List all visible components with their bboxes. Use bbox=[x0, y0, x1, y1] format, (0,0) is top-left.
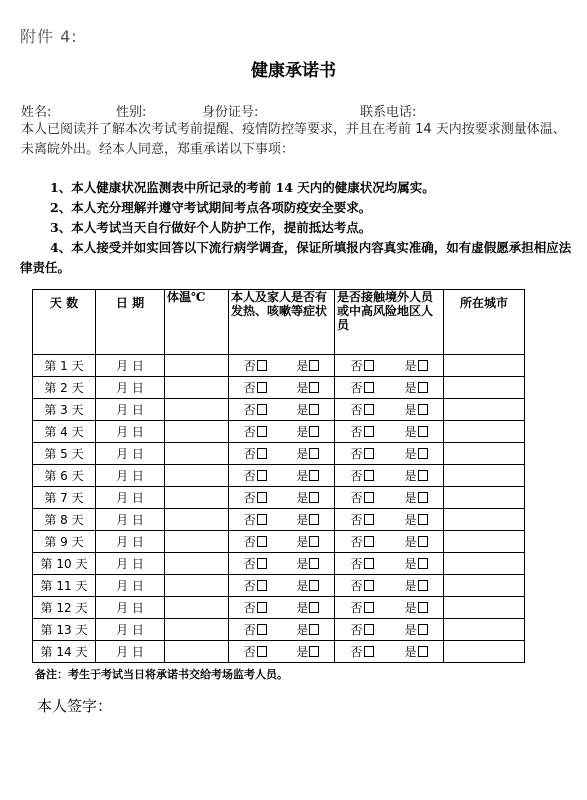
symptoms-yes-label: 是 bbox=[296, 645, 309, 659]
day-cell: 第 13 天 bbox=[33, 619, 96, 641]
symptoms-no-option[interactable] bbox=[229, 621, 282, 638]
date-cell[interactable]: 月 日 bbox=[96, 399, 165, 421]
checkbox-icon[interactable] bbox=[309, 558, 319, 569]
checkbox-icon[interactable] bbox=[257, 602, 267, 613]
day-cell: 第 6 天 bbox=[33, 465, 96, 487]
commitment-item: 4、本人接受并如实回答以下流行病学调查，保证所填报内容真实准确，如有虚假愿承担相应法律责任。 bbox=[20, 240, 572, 275]
table-row bbox=[33, 421, 525, 443]
temperature-cell[interactable] bbox=[165, 377, 229, 399]
symptoms-yes-option[interactable] bbox=[282, 423, 335, 440]
note: 备注：考生于考试当日将承诺书交给考场监考人员。 bbox=[35, 668, 288, 681]
table-row bbox=[33, 399, 525, 421]
symptoms-no-label: 否 bbox=[243, 425, 256, 439]
date-cell[interactable]: 月 日 bbox=[96, 443, 165, 465]
contact-yes-label: 是 bbox=[404, 623, 417, 637]
header-symptoms: 本人及家人是否有发热、咳嗽等症状 bbox=[229, 290, 335, 355]
symptoms-cell bbox=[229, 509, 335, 531]
checkbox-icon[interactable] bbox=[418, 382, 428, 393]
checkbox-icon[interactable] bbox=[364, 382, 374, 393]
contact-no-option[interactable] bbox=[335, 643, 389, 660]
checkbox-icon[interactable] bbox=[309, 492, 319, 503]
contact-yes-option[interactable] bbox=[389, 577, 443, 594]
header-city: 所在城市 bbox=[444, 290, 525, 355]
symptoms-no-label: 否 bbox=[243, 381, 256, 395]
checkbox-icon[interactable] bbox=[309, 404, 319, 415]
checkbox-icon[interactable] bbox=[418, 404, 428, 415]
symptoms-cell bbox=[229, 531, 335, 553]
checkbox-icon[interactable] bbox=[364, 492, 374, 503]
contact-no-label: 否 bbox=[350, 645, 363, 659]
contact-no-option[interactable] bbox=[335, 489, 389, 506]
contact-yes-option[interactable] bbox=[389, 445, 443, 462]
checkbox-icon[interactable] bbox=[309, 514, 319, 525]
commitment-item: 2、本人充分理解并遵守考试期间考点各项防疫安全要求。 bbox=[50, 200, 372, 215]
temperature-cell[interactable] bbox=[165, 399, 229, 421]
symptoms-yes-option[interactable] bbox=[282, 467, 335, 484]
checkbox-icon[interactable] bbox=[418, 580, 428, 591]
day-cell: 第 7 天 bbox=[33, 487, 96, 509]
contact-yes-label: 是 bbox=[404, 579, 417, 593]
city-cell[interactable] bbox=[444, 509, 525, 531]
checkbox-icon[interactable] bbox=[364, 426, 374, 437]
personal-info-row bbox=[21, 101, 577, 119]
checkbox-icon[interactable] bbox=[309, 602, 319, 613]
checkbox-icon[interactable] bbox=[257, 426, 267, 437]
symptoms-no-label: 否 bbox=[243, 469, 256, 483]
contact-yes-label: 是 bbox=[404, 513, 417, 527]
symptoms-cell bbox=[229, 421, 335, 443]
checkbox-icon[interactable] bbox=[418, 514, 428, 525]
day-cell: 第 10 天 bbox=[33, 553, 96, 575]
symptoms-yes-option[interactable] bbox=[282, 555, 335, 572]
symptoms-no-option[interactable] bbox=[229, 511, 282, 528]
contact-no-label: 否 bbox=[350, 557, 363, 571]
day-cell: 第 3 天 bbox=[33, 399, 96, 421]
contact-no-option[interactable] bbox=[335, 599, 389, 616]
intro-paragraph: 本人已阅读并了解本次考试考前提醒、疫情防控等要求，并且在考前 14 天内按要求测量体温、未离皖外出。经本人同意，郑重承诺以下事项： bbox=[21, 122, 566, 157]
temperature-cell[interactable] bbox=[165, 641, 229, 663]
symptoms-yes-option[interactable] bbox=[282, 511, 335, 528]
table-row bbox=[33, 487, 525, 509]
contact-cell bbox=[335, 619, 444, 641]
day-cell: 第 1 天 bbox=[33, 355, 96, 377]
attachment-label: 附件 4: bbox=[20, 27, 78, 46]
name-label: 姓名: bbox=[21, 105, 52, 120]
checkbox-icon[interactable] bbox=[309, 382, 319, 393]
contact-cell bbox=[335, 597, 444, 619]
table-row bbox=[33, 531, 525, 553]
checkbox-icon[interactable] bbox=[257, 514, 267, 525]
symptoms-cell bbox=[229, 575, 335, 597]
symptoms-cell bbox=[229, 377, 335, 399]
symptoms-cell bbox=[229, 399, 335, 421]
contact-yes-label: 是 bbox=[404, 425, 417, 439]
symptoms-no-label: 否 bbox=[243, 403, 256, 417]
contact-no-label: 否 bbox=[350, 447, 363, 461]
contact-yes-option[interactable] bbox=[389, 533, 443, 550]
contact-no-option[interactable] bbox=[335, 577, 389, 594]
symptoms-no-option[interactable] bbox=[229, 445, 282, 462]
table-row bbox=[33, 377, 525, 399]
temperature-cell[interactable] bbox=[165, 487, 229, 509]
checkbox-icon[interactable] bbox=[418, 492, 428, 503]
header-contact: 是否接触境外人员或中高风险地区人员 bbox=[335, 290, 444, 355]
city-cell[interactable] bbox=[444, 641, 525, 663]
symptoms-yes-option[interactable] bbox=[282, 357, 335, 374]
symptoms-yes-label: 是 bbox=[296, 513, 309, 527]
contact-yes-label: 是 bbox=[404, 447, 417, 461]
contact-no-option[interactable] bbox=[335, 379, 389, 396]
temperature-cell[interactable] bbox=[165, 619, 229, 641]
symptoms-yes-label: 是 bbox=[296, 359, 309, 373]
contact-no-option[interactable] bbox=[335, 555, 389, 572]
contact-no-label: 否 bbox=[350, 425, 363, 439]
table-row bbox=[33, 597, 525, 619]
checkbox-icon[interactable] bbox=[257, 404, 267, 415]
table-row bbox=[33, 553, 525, 575]
city-cell[interactable] bbox=[444, 465, 525, 487]
checkbox-icon[interactable] bbox=[364, 602, 374, 613]
checkbox-icon[interactable] bbox=[418, 470, 428, 481]
date-cell[interactable]: 月 日 bbox=[96, 509, 165, 531]
city-cell[interactable] bbox=[444, 619, 525, 641]
contact-cell bbox=[335, 575, 444, 597]
symptoms-no-option[interactable] bbox=[229, 379, 282, 396]
table-row bbox=[33, 355, 525, 377]
symptoms-yes-option[interactable] bbox=[282, 401, 335, 418]
symptoms-cell bbox=[229, 641, 335, 663]
symptoms-yes-option[interactable] bbox=[282, 599, 335, 616]
document-title: 健康承诺书 bbox=[251, 61, 336, 81]
checkbox-icon[interactable] bbox=[364, 360, 374, 371]
contact-yes-label: 是 bbox=[404, 403, 417, 417]
city-cell[interactable] bbox=[444, 531, 525, 553]
gender-label: 性别: bbox=[116, 105, 147, 120]
symptoms-yes-option[interactable] bbox=[282, 445, 335, 462]
symptoms-yes-option[interactable] bbox=[282, 379, 335, 396]
contact-no-label: 否 bbox=[350, 535, 363, 549]
city-cell[interactable] bbox=[444, 355, 525, 377]
checkbox-icon[interactable] bbox=[309, 448, 319, 459]
date-cell[interactable]: 月 日 bbox=[96, 575, 165, 597]
symptoms-no-label: 否 bbox=[243, 601, 256, 615]
symptoms-yes-label: 是 bbox=[296, 469, 309, 483]
symptoms-yes-label: 是 bbox=[296, 381, 309, 395]
contact-cell bbox=[335, 531, 444, 553]
contact-no-label: 否 bbox=[350, 601, 363, 615]
temperature-cell[interactable] bbox=[165, 509, 229, 531]
day-cell: 第 11 天 bbox=[33, 575, 96, 597]
checkbox-icon[interactable] bbox=[418, 360, 428, 371]
checkbox-icon[interactable] bbox=[364, 470, 374, 481]
contact-cell bbox=[335, 377, 444, 399]
symptoms-yes-label: 是 bbox=[296, 491, 309, 505]
symptoms-yes-label: 是 bbox=[296, 403, 309, 417]
temperature-cell[interactable] bbox=[165, 443, 229, 465]
symptoms-yes-label: 是 bbox=[296, 557, 309, 571]
contact-yes-label: 是 bbox=[404, 535, 417, 549]
contact-yes-option[interactable] bbox=[389, 489, 443, 506]
header-day: 天 数 bbox=[33, 290, 96, 355]
date-cell[interactable]: 月 日 bbox=[96, 619, 165, 641]
contact-cell bbox=[335, 443, 444, 465]
symptoms-yes-option[interactable] bbox=[282, 577, 335, 594]
date-cell[interactable]: 月 日 bbox=[96, 553, 165, 575]
contact-yes-label: 是 bbox=[404, 491, 417, 505]
contact-no-label: 否 bbox=[350, 469, 363, 483]
symptoms-no-label: 否 bbox=[243, 579, 256, 593]
temperature-cell[interactable] bbox=[165, 531, 229, 553]
checkbox-icon[interactable] bbox=[364, 580, 374, 591]
symptoms-cell bbox=[229, 355, 335, 377]
checkbox-icon[interactable] bbox=[418, 536, 428, 547]
symptoms-yes-label: 是 bbox=[296, 579, 309, 593]
contact-yes-option[interactable] bbox=[389, 423, 443, 440]
symptoms-no-option[interactable] bbox=[229, 599, 282, 616]
day-cell: 第 12 天 bbox=[33, 597, 96, 619]
checkbox-icon[interactable] bbox=[309, 580, 319, 591]
contact-yes-label: 是 bbox=[404, 557, 417, 571]
checkbox-icon[interactable] bbox=[257, 536, 267, 547]
city-cell[interactable] bbox=[444, 377, 525, 399]
contact-cell bbox=[335, 355, 444, 377]
header-temperature: 体温℃ bbox=[165, 290, 229, 355]
contact-yes-option[interactable] bbox=[389, 401, 443, 418]
date-cell[interactable]: 月 日 bbox=[96, 487, 165, 509]
temperature-cell[interactable] bbox=[165, 553, 229, 575]
symptoms-no-option[interactable] bbox=[229, 423, 282, 440]
day-cell: 第 8 天 bbox=[33, 509, 96, 531]
contact-cell bbox=[335, 641, 444, 663]
checkbox-icon[interactable] bbox=[309, 470, 319, 481]
contact-yes-label: 是 bbox=[404, 645, 417, 659]
contact-yes-label: 是 bbox=[404, 469, 417, 483]
symptoms-yes-label: 是 bbox=[296, 601, 309, 615]
symptoms-yes-option[interactable] bbox=[282, 621, 335, 638]
table-row bbox=[33, 465, 525, 487]
checkbox-icon[interactable] bbox=[418, 624, 428, 635]
date-cell[interactable]: 月 日 bbox=[96, 641, 165, 663]
checkbox-icon[interactable] bbox=[418, 602, 428, 613]
symptoms-yes-option[interactable] bbox=[282, 643, 335, 660]
symptoms-cell bbox=[229, 465, 335, 487]
commitment-item: 1、本人健康状况监测表中所记录的考前 14 天内的健康状况均属实。 bbox=[50, 180, 435, 195]
symptoms-no-option[interactable] bbox=[229, 467, 282, 484]
symptoms-no-option[interactable] bbox=[229, 533, 282, 550]
contact-yes-option[interactable] bbox=[389, 621, 443, 638]
table-row bbox=[33, 619, 525, 641]
date-cell[interactable]: 月 日 bbox=[96, 421, 165, 443]
contact-yes-option[interactable] bbox=[389, 467, 443, 484]
contact-cell bbox=[335, 465, 444, 487]
date-cell[interactable]: 月 日 bbox=[96, 465, 165, 487]
checkbox-icon[interactable] bbox=[257, 580, 267, 591]
checkbox-icon[interactable] bbox=[257, 382, 267, 393]
contact-cell bbox=[335, 399, 444, 421]
phone-label: 联系电话: bbox=[360, 105, 417, 120]
city-cell[interactable] bbox=[444, 421, 525, 443]
contact-no-option[interactable] bbox=[335, 467, 389, 484]
checkbox-icon[interactable] bbox=[309, 426, 319, 437]
city-cell[interactable] bbox=[444, 399, 525, 421]
symptoms-cell bbox=[229, 597, 335, 619]
contact-yes-option[interactable] bbox=[389, 511, 443, 528]
contact-no-option[interactable] bbox=[335, 533, 389, 550]
city-cell[interactable] bbox=[444, 553, 525, 575]
contact-yes-label: 是 bbox=[404, 381, 417, 395]
symptoms-no-label: 否 bbox=[243, 557, 256, 571]
symptoms-no-label: 否 bbox=[243, 359, 256, 373]
city-cell[interactable] bbox=[444, 443, 525, 465]
temperature-cell[interactable] bbox=[165, 465, 229, 487]
temperature-cell[interactable] bbox=[165, 597, 229, 619]
date-cell[interactable]: 月 日 bbox=[96, 531, 165, 553]
day-cell: 第 14 天 bbox=[33, 641, 96, 663]
symptoms-cell bbox=[229, 619, 335, 641]
contact-yes-option[interactable] bbox=[389, 599, 443, 616]
table-row bbox=[33, 641, 525, 663]
city-cell[interactable] bbox=[444, 487, 525, 509]
contact-no-option[interactable] bbox=[335, 423, 389, 440]
symptoms-yes-option[interactable] bbox=[282, 489, 335, 506]
symptoms-yes-label: 是 bbox=[296, 447, 309, 461]
checkbox-icon[interactable] bbox=[364, 646, 374, 657]
contact-cell bbox=[335, 553, 444, 575]
checkbox-icon[interactable] bbox=[309, 646, 319, 657]
checkbox-icon[interactable] bbox=[418, 558, 428, 569]
symptoms-no-label: 否 bbox=[243, 535, 256, 549]
id-number-label: 身份证号: bbox=[202, 105, 259, 120]
day-cell: 第 4 天 bbox=[33, 421, 96, 443]
date-cell[interactable]: 月 日 bbox=[96, 597, 165, 619]
symptoms-no-label: 否 bbox=[243, 447, 256, 461]
checkbox-icon[interactable] bbox=[309, 360, 319, 371]
table-row bbox=[33, 575, 525, 597]
checkbox-icon[interactable] bbox=[364, 536, 374, 547]
contact-no-label: 否 bbox=[350, 381, 363, 395]
checkbox-icon[interactable] bbox=[257, 360, 267, 371]
contact-cell bbox=[335, 487, 444, 509]
symptoms-no-label: 否 bbox=[243, 645, 256, 659]
contact-no-label: 否 bbox=[350, 579, 363, 593]
health-monitoring-table bbox=[32, 289, 525, 663]
table-row bbox=[33, 443, 525, 465]
checkbox-icon[interactable] bbox=[257, 492, 267, 503]
date-cell[interactable]: 月 日 bbox=[96, 377, 165, 399]
checkbox-icon[interactable] bbox=[257, 646, 267, 657]
contact-no-option[interactable] bbox=[335, 511, 389, 528]
contact-yes-label: 是 bbox=[404, 601, 417, 615]
contact-no-label: 否 bbox=[350, 359, 363, 373]
checkbox-icon[interactable] bbox=[257, 558, 267, 569]
temperature-cell[interactable] bbox=[165, 421, 229, 443]
checkbox-icon[interactable] bbox=[418, 646, 428, 657]
symptoms-no-label: 否 bbox=[243, 491, 256, 505]
symptoms-yes-label: 是 bbox=[296, 535, 309, 549]
checkbox-icon[interactable] bbox=[257, 448, 267, 459]
table-header-row bbox=[33, 290, 525, 355]
checkbox-icon[interactable] bbox=[364, 624, 374, 635]
symptoms-cell bbox=[229, 443, 335, 465]
contact-no-option[interactable] bbox=[335, 445, 389, 462]
day-cell: 第 5 天 bbox=[33, 443, 96, 465]
temperature-cell[interactable] bbox=[165, 575, 229, 597]
contact-no-label: 否 bbox=[350, 623, 363, 637]
symptoms-cell bbox=[229, 487, 335, 509]
contact-no-label: 否 bbox=[350, 491, 363, 505]
contact-yes-option[interactable] bbox=[389, 379, 443, 396]
symptoms-no-option[interactable] bbox=[229, 555, 282, 572]
symptoms-cell bbox=[229, 553, 335, 575]
contact-yes-option[interactable] bbox=[389, 357, 443, 374]
contact-no-option[interactable] bbox=[335, 357, 389, 374]
checkbox-icon[interactable] bbox=[364, 514, 374, 525]
contact-yes-option[interactable] bbox=[389, 555, 443, 572]
contact-no-label: 否 bbox=[350, 403, 363, 417]
checkbox-icon[interactable] bbox=[364, 558, 374, 569]
temperature-cell[interactable] bbox=[165, 355, 229, 377]
date-cell[interactable]: 月 日 bbox=[96, 355, 165, 377]
contact-no-option[interactable] bbox=[335, 621, 389, 638]
checkbox-icon[interactable] bbox=[309, 536, 319, 547]
symptoms-no-option[interactable] bbox=[229, 401, 282, 418]
checkbox-icon[interactable] bbox=[418, 448, 428, 459]
commitment-item: 3、本人考试当天自行做好个人防护工作，提前抵达考点。 bbox=[50, 220, 372, 235]
day-cell: 第 2 天 bbox=[33, 377, 96, 399]
checkbox-icon[interactable] bbox=[364, 404, 374, 415]
checkbox-icon[interactable] bbox=[257, 624, 267, 635]
symptoms-no-option[interactable] bbox=[229, 489, 282, 506]
symptoms-no-option[interactable] bbox=[229, 643, 282, 660]
city-cell[interactable] bbox=[444, 597, 525, 619]
symptoms-no-option[interactable] bbox=[229, 357, 282, 374]
contact-no-option[interactable] bbox=[335, 401, 389, 418]
contact-yes-option[interactable] bbox=[389, 643, 443, 660]
contact-cell bbox=[335, 509, 444, 531]
checkbox-icon[interactable] bbox=[309, 624, 319, 635]
checkbox-icon[interactable] bbox=[418, 426, 428, 437]
checkbox-icon[interactable] bbox=[257, 470, 267, 481]
symptoms-yes-label: 是 bbox=[296, 425, 309, 439]
table-row bbox=[33, 509, 525, 531]
city-cell[interactable] bbox=[444, 575, 525, 597]
checkbox-icon[interactable] bbox=[364, 448, 374, 459]
symptoms-yes-option[interactable] bbox=[282, 533, 335, 550]
commitment-list bbox=[20, 178, 575, 278]
contact-cell bbox=[335, 421, 444, 443]
day-cell: 第 9 天 bbox=[33, 531, 96, 553]
symptoms-yes-label: 是 bbox=[296, 623, 309, 637]
header-date: 日 期 bbox=[96, 290, 165, 355]
contact-yes-label: 是 bbox=[404, 359, 417, 373]
symptoms-no-label: 否 bbox=[243, 623, 256, 637]
signature-label: 本人签字： bbox=[37, 697, 113, 715]
symptoms-no-label: 否 bbox=[243, 513, 256, 527]
symptoms-no-option[interactable] bbox=[229, 577, 282, 594]
contact-no-label: 否 bbox=[350, 513, 363, 527]
